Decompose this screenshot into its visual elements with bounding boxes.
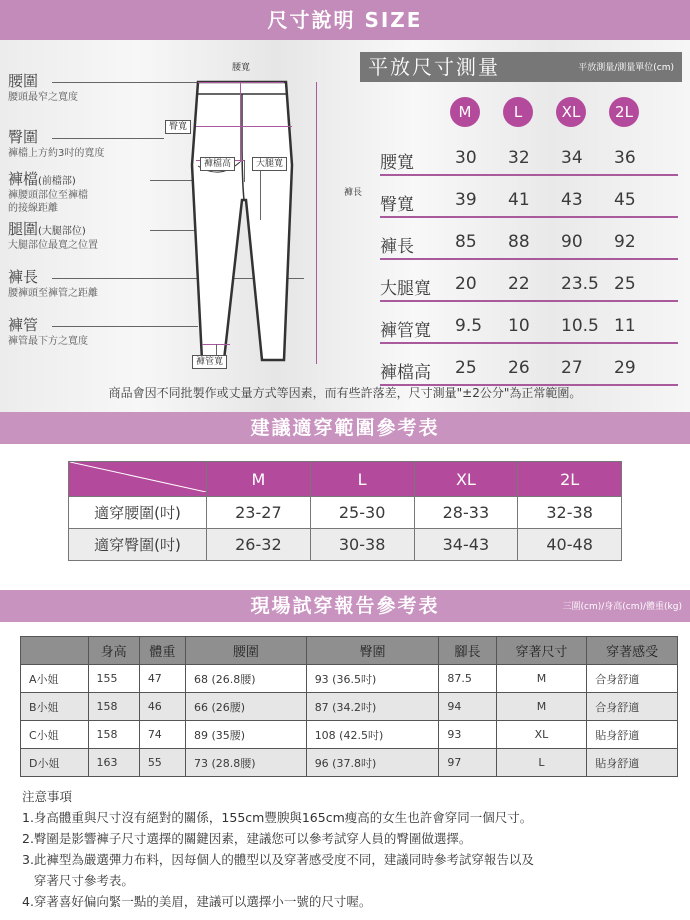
measure-value: 25 [455,358,477,378]
table-cell: 合身舒適 [587,665,678,693]
notes-title: 注意事項 [22,789,73,804]
label-waist: 腰圍 腰頭最窄之寬度 [8,72,78,103]
table-cell: L [496,749,587,777]
recommend-table [68,461,622,561]
table-cell: 68 (26.8腰) [186,665,307,693]
table-cell: XL [496,721,587,749]
table-cell: A小姐 [21,665,89,693]
col-size-2l: 2L [518,462,622,497]
label-crotch: 褲檔(前檔部) 褲腰頭部位至褲檔 的接線距離 [8,170,88,214]
measure-value: 39 [455,190,477,210]
measure-value: 29 [614,358,636,378]
table-cell: 貼身舒適 [587,749,678,777]
measure-value: 85 [455,232,477,252]
table-cell: 73 (28.8腰) [186,749,307,777]
crotch-dimension [240,82,241,162]
table-cell: 155 [88,665,139,693]
trial-header-cell: 體重 [139,637,185,665]
leader-line [52,138,164,139]
size-badge-l: L [503,97,533,127]
flat-unit-note: 平放測量/測量單位(cm) [578,63,674,73]
table-row: 適穿臀圍(吋) 26-32 30-38 34-43 40-48 [69,529,622,561]
table-cell: 163 [88,749,139,777]
label-thigh: 腿圍(大腿部位) 大腿部位最寬之位置 [8,220,98,251]
size-badge-2l: 2L [609,97,639,127]
tag-crotch: 褲檔高 [200,157,235,171]
col-size-xl: XL [414,462,518,497]
header-banner [0,0,690,40]
thigh-leader [260,168,261,220]
measure-label: 腰寬 [380,153,414,173]
measure-label: 臀寬 [380,195,414,215]
note-item: 4.穿著喜好偏向緊一點的美眉，建議可以選擇小一號的尺寸喔。 [22,894,372,909]
table-cell: 46 [139,693,185,721]
trial-header-cell: 身高 [88,637,139,665]
table-cell: M [496,693,587,721]
note-item: 1.身高體重與尺寸沒有絕對的關係，155cm豐腴與165cm瘦高的女生也許會穿同一個尺寸。 [22,810,533,825]
trial-header-cell: 臀圍 [306,637,439,665]
measure-label: 褲長 [380,237,414,257]
table-cell: 66 (26腰) [186,693,307,721]
table-cell: B小姐 [21,693,89,721]
table-cell: 87.5 [439,665,496,693]
trial-header-cell [21,637,89,665]
table-cell: 158 [88,721,139,749]
notes-section [22,786,534,912]
table-cell: 97 [439,749,496,777]
tolerance-note: 商品會因不同批製作或丈量方式等因素，而有些許落差，尺寸測量"±2公分"為正常範圍。 [108,386,582,400]
measure-label: 褲檔高 [380,363,431,383]
recommend-title: 建議適穿範圍參考表 [250,417,440,439]
measure-value: 32 [508,148,530,168]
measure-value: 11 [614,316,636,336]
measure-value: 45 [614,190,636,210]
trial-banner [0,590,690,622]
tag-thigh: 大腿寬 [252,157,287,171]
measure-label: 褲管寬 [380,321,431,341]
table-cell: 合身舒適 [587,693,678,721]
table-cell: 108 (42.5吋) [306,721,439,749]
measure-value: 92 [614,232,636,252]
measure-value: 34 [561,148,583,168]
label-hip: 臀圍 褲檔上方約3吋的寬度 [8,128,105,159]
page-title: 尺寸說明 SIZE [267,8,423,32]
measure-row [380,182,678,218]
measure-value: 90 [561,232,583,252]
trial-header-cell: 腰圍 [186,637,307,665]
measure-value: 9.5 [455,316,483,336]
size-badge-m: M [450,97,480,127]
measure-value: 30 [455,148,477,168]
measure-row [380,140,678,176]
trial-header-cell: 穿著感受 [587,637,678,665]
measure-value: 88 [508,232,530,252]
label-hem: 褲管 褲管最下方之寬度 [8,316,88,347]
table-cell: 89 (35腰) [186,721,307,749]
measure-row [380,266,678,302]
label-length: 褲長 腰褲頭至褲管之距離 [8,268,98,299]
note-item: 3.此褲型為嚴選彈力布料，因每個人的體型以及穿著感受度不同，建議同時參考試穿報告以及 [22,852,534,867]
measure-label: 大腿寬 [380,279,431,299]
measure-value: 36 [614,148,636,168]
flat-measure-title: 平放尺寸測量 平放測量/測量單位(cm) [360,52,682,82]
table-cell: 158 [88,693,139,721]
table-cell: 87 (34.2吋) [306,693,439,721]
tag-hip: 臀寬 [165,120,191,134]
note-item: 穿著尺寸參考表。 [22,873,134,888]
measure-value: 22 [508,274,530,294]
tag-waist: 腰寬 [232,63,251,73]
table-cell: M [496,665,587,693]
hip-dimension [196,126,292,127]
trial-header-cell: 腳長 [439,637,496,665]
measure-value: 41 [508,190,530,210]
corner-cell [69,462,207,497]
table-cell: 55 [139,749,185,777]
table-row: 適穿腰圍(吋) 23-27 25-30 28-33 32-38 [69,497,622,529]
trial-title: 現場試穿報告參考表 [250,595,440,617]
table-cell: 47 [139,665,185,693]
waist-dimension [198,82,284,83]
measure-value: 26 [508,358,530,378]
size-badge-xl: XL [556,97,586,127]
table-row [21,749,678,777]
measure-row [380,224,678,260]
table-row [21,721,678,749]
trial-table [20,636,678,777]
measure-value: 10.5 [561,316,599,336]
diagonal-line [70,462,206,492]
col-size-l: L [310,462,414,497]
table-cell: 貼身舒適 [587,721,678,749]
trial-header-cell: 穿著尺寸 [496,637,587,665]
measure-value: 27 [561,358,583,378]
table-cell: 94 [439,693,496,721]
col-size-m: M [207,462,311,497]
measure-row [380,308,678,344]
measure-value: 43 [561,190,583,210]
table-cell: 93 (36.5吋) [306,665,439,693]
table-cell: 74 [139,721,185,749]
leader-line [52,326,198,327]
measure-value: 20 [455,274,477,294]
measure-value: 25 [614,274,636,294]
table-cell: 93 [439,721,496,749]
note-item: 2.臀圍是影響褲子尺寸選擇的關鍵因素，建議您可以參考試穿人員的臀圍做選擇。 [22,831,472,846]
pants-diagram [180,70,320,370]
crotch-leader [244,160,245,182]
trial-unit-note: 三圍(cm)/身高(cm)/體重(kg) [562,602,682,612]
table-cell: 96 (37.8吋) [306,749,439,777]
measure-value: 23.5 [561,274,599,294]
recommend-banner [0,412,690,444]
measure-row [380,350,678,386]
table-cell: C小姐 [21,721,89,749]
measure-value: 10 [508,316,530,336]
table-cell: D小姐 [21,749,89,777]
tag-length: 褲長 [344,188,363,198]
tag-hem: 褲管寬 [192,355,227,369]
table-row [21,693,678,721]
length-dimension [316,82,317,364]
table-row [21,665,678,693]
